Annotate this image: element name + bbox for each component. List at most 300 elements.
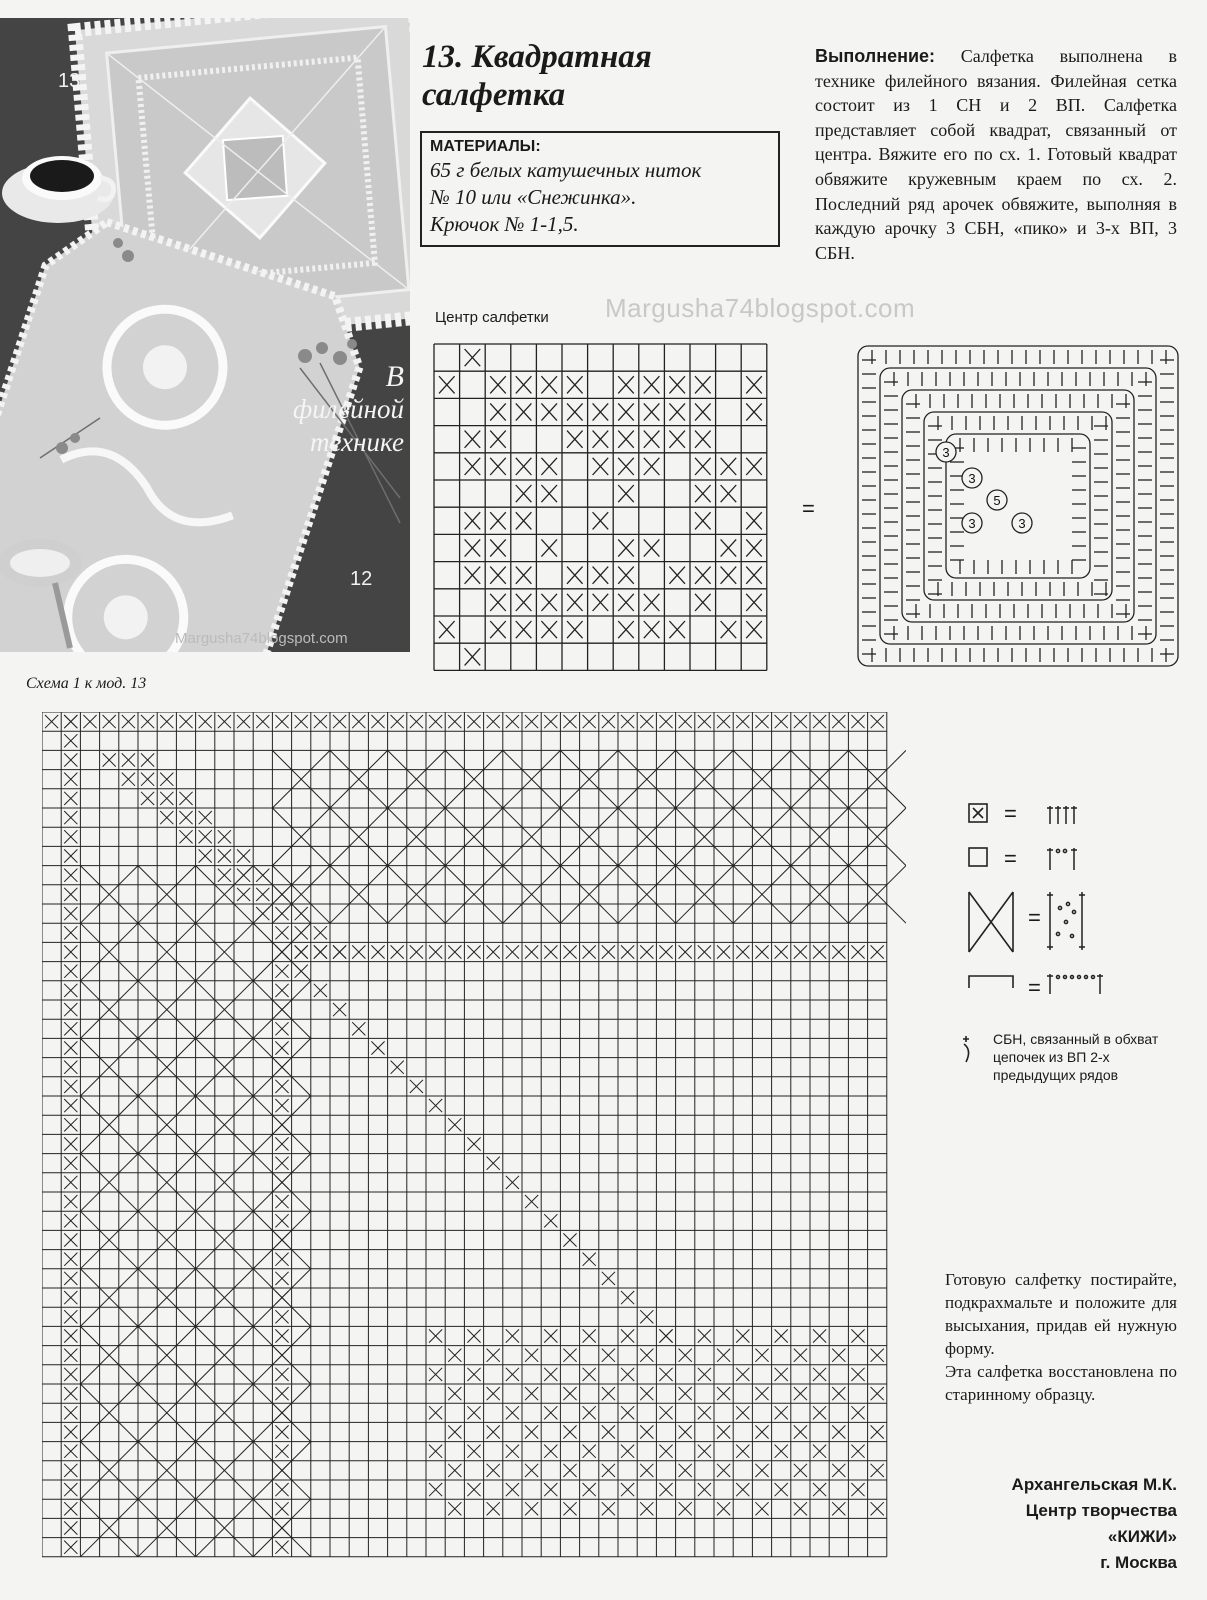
credits-org-name: «КИЖИ» xyxy=(1107,1527,1177,1546)
filled-cell-mark xyxy=(506,1483,519,1496)
diamond-mark xyxy=(272,866,330,924)
diamond-mark xyxy=(791,808,849,866)
filled-cell-mark xyxy=(746,567,762,584)
filled-cell-mark xyxy=(275,1272,288,1285)
filled-cell-mark xyxy=(746,376,762,393)
filled-cell-mark xyxy=(275,1253,288,1266)
filled-cell-mark xyxy=(275,926,288,939)
diamond-mark xyxy=(791,866,849,924)
filled-cell-mark xyxy=(448,715,461,728)
diamond-mark xyxy=(138,1038,196,1096)
round-number: 5 xyxy=(993,493,1001,508)
filled-cell-mark xyxy=(64,1253,77,1266)
filled-cell-mark xyxy=(64,1176,77,1189)
filled-cell-mark xyxy=(275,1541,288,1554)
filled-cell-mark xyxy=(516,594,532,611)
filled-cell-mark xyxy=(275,1157,288,1170)
filled-cell-mark xyxy=(160,792,173,805)
filled-cell-mark xyxy=(746,594,762,611)
filled-cell-mark xyxy=(64,830,77,843)
filled-cell-mark xyxy=(275,1099,288,1112)
filled-cell-mark xyxy=(736,715,749,728)
filled-cell-mark xyxy=(640,715,653,728)
filled-cell-mark xyxy=(775,1329,788,1342)
finishing-paragraph: Эта салфетка восстановлена по старинному образцу. xyxy=(945,1362,1177,1404)
filled-cell-mark xyxy=(295,965,308,978)
diamond-mark xyxy=(560,750,618,808)
filled-cell-mark xyxy=(698,1406,711,1419)
diamond-mark xyxy=(80,866,138,924)
filled-cell-mark xyxy=(583,1253,596,1266)
filled-cell-mark xyxy=(314,984,327,997)
diamond-mark xyxy=(388,866,446,924)
round-number: 3 xyxy=(942,445,950,460)
filled-cell-mark xyxy=(490,376,506,393)
filled-cell-mark xyxy=(544,1483,557,1496)
filled-cell-mark xyxy=(275,1233,288,1246)
filled-cell-mark xyxy=(736,1445,749,1458)
filled-cell-mark xyxy=(794,1425,807,1438)
title-line: салфетка xyxy=(422,77,566,113)
diamond-mark xyxy=(272,750,330,808)
filled-cell-mark xyxy=(237,888,250,901)
filled-cell-mark xyxy=(695,485,711,502)
filled-cell-mark xyxy=(218,830,231,843)
center-grid-label: Центр салфетки xyxy=(435,309,549,326)
filled-cell-mark xyxy=(64,1445,77,1458)
diamond-mark xyxy=(560,866,618,924)
filled-cell-mark xyxy=(794,715,807,728)
filled-cell-mark xyxy=(516,485,532,502)
filled-cell-mark xyxy=(746,403,762,420)
filled-cell-mark xyxy=(525,1195,538,1208)
filled-cell-mark xyxy=(64,1483,77,1496)
filled-cell-mark xyxy=(465,648,481,665)
filled-cell-mark xyxy=(563,945,576,958)
materials-heading: МАТЕРИАЛЫ: xyxy=(430,138,541,155)
filled-cell-mark xyxy=(621,1329,634,1342)
filled-cell-mark xyxy=(640,1387,653,1400)
filled-cell-mark xyxy=(602,1272,615,1285)
filled-cell-mark xyxy=(490,594,506,611)
diamond-mark xyxy=(80,1384,138,1442)
diamond-mark xyxy=(791,750,849,808)
filled-cell-mark xyxy=(391,945,404,958)
filled-cell-mark xyxy=(256,888,269,901)
filled-cell-mark xyxy=(64,734,77,747)
filled-cell-mark xyxy=(465,567,481,584)
filled-cell-mark xyxy=(64,1118,77,1131)
filled-cell-mark xyxy=(679,715,692,728)
filled-cell-mark xyxy=(490,431,506,448)
filled-cell-mark xyxy=(64,1137,77,1150)
filled-cell-mark xyxy=(467,1445,480,1458)
filled-cell-mark xyxy=(851,1483,864,1496)
diamond-mark xyxy=(196,981,254,1039)
filled-cell-mark xyxy=(563,1387,576,1400)
filled-cell-mark xyxy=(64,1061,77,1074)
filled-cell-mark xyxy=(871,1349,884,1362)
diamond-mark xyxy=(138,1269,196,1327)
diamond-mark xyxy=(445,808,503,866)
filled-cell-mark xyxy=(333,715,346,728)
execution-body: Салфетка выполнена в технике филейного вязания. Филейная сетка состоит из 1 СН и 2 ВП. Салфетка представляет собой квадрат, связанный от центра. Вяжите его по сх. 1. Готовый квадрат обвяжите кружевным краем по сх. 2. Последний ряд арочек обвяжите, выполняя в каждую арочку 3 СБН, «пико» и 3-х ВП, 3 СБН. xyxy=(815,46,1177,263)
filled-cell-mark xyxy=(775,715,788,728)
filled-cell-mark xyxy=(851,945,864,958)
filled-cell-mark xyxy=(448,945,461,958)
filled-cell-mark xyxy=(541,458,557,475)
filled-cell-mark xyxy=(602,715,615,728)
filled-cell-mark xyxy=(813,1483,826,1496)
filled-cell-mark xyxy=(669,621,685,638)
filled-cell-mark xyxy=(410,715,423,728)
filled-cell-mark xyxy=(429,715,442,728)
filled-cell-mark xyxy=(64,1368,77,1381)
diamond-mark xyxy=(503,866,561,924)
filled-cell-mark xyxy=(736,1483,749,1496)
filled-cell-mark xyxy=(275,1022,288,1035)
filled-cell-mark xyxy=(179,792,192,805)
diamond-mark xyxy=(138,1154,196,1212)
filled-cell-mark xyxy=(618,621,634,638)
filled-cell-mark xyxy=(621,1291,634,1304)
article-title xyxy=(422,38,782,114)
diamond-mark xyxy=(138,1442,196,1500)
diamond-mark xyxy=(676,750,734,808)
filled-cell-mark xyxy=(746,458,762,475)
filled-cell-mark xyxy=(644,403,660,420)
filled-cell-mark xyxy=(237,715,250,728)
execution-heading: Выполнение: xyxy=(815,46,936,66)
diamond-mark xyxy=(80,923,138,981)
filled-cell-mark xyxy=(621,1406,634,1419)
filled-cell-mark xyxy=(563,1464,576,1477)
execution-text xyxy=(815,44,1177,265)
filled-cell-mark xyxy=(721,567,737,584)
filled-cell-mark xyxy=(179,811,192,824)
filled-cell-mark xyxy=(64,849,77,862)
filled-cell-mark xyxy=(567,567,583,584)
filled-cell-mark xyxy=(755,715,768,728)
filled-cell-mark xyxy=(813,945,826,958)
filled-cell-mark xyxy=(179,715,192,728)
diamond-mark xyxy=(445,750,503,808)
diamond-mark xyxy=(80,1096,138,1154)
materials-box xyxy=(420,131,780,247)
filled-cell-mark xyxy=(467,1368,480,1381)
filled-cell-mark xyxy=(64,1157,77,1170)
filled-cell-mark xyxy=(721,485,737,502)
filled-cell-mark xyxy=(813,1406,826,1419)
credits-org: Центр творчества xyxy=(1025,1501,1177,1520)
filled-cell-mark xyxy=(644,458,660,475)
filled-cell-mark xyxy=(64,1003,77,1016)
filled-cell-mark xyxy=(275,1329,288,1342)
filled-cell-mark xyxy=(275,1425,288,1438)
filled-cell-mark xyxy=(851,1445,864,1458)
doily-photo-illustration xyxy=(0,18,410,652)
filled-cell-mark xyxy=(698,1329,711,1342)
filled-cell-mark xyxy=(275,1080,288,1093)
diamond-mark xyxy=(196,1326,254,1384)
filled-cell-mark xyxy=(679,1502,692,1515)
filled-cell-mark xyxy=(465,458,481,475)
filled-cell-mark xyxy=(352,1022,365,1035)
filled-cell-mark xyxy=(467,1137,480,1150)
filled-cell-mark xyxy=(429,1406,442,1419)
filled-cell-mark xyxy=(736,1329,749,1342)
filled-cell-mark xyxy=(218,869,231,882)
credits-city: г. Москва xyxy=(1100,1553,1177,1572)
diamond-mark xyxy=(196,923,254,981)
round-number: 3 xyxy=(968,516,976,531)
diamond-mark xyxy=(80,1499,138,1557)
filled-cell-mark xyxy=(64,1425,77,1438)
filled-cell-mark xyxy=(602,1387,615,1400)
filled-cell-mark xyxy=(659,1483,672,1496)
filled-cell-mark xyxy=(64,1195,77,1208)
filled-cell-mark xyxy=(659,1406,672,1419)
filled-cell-mark xyxy=(103,715,116,728)
diamond-mark xyxy=(196,1154,254,1212)
filled-cell-mark xyxy=(851,1368,864,1381)
filled-cell-mark xyxy=(64,1387,77,1400)
filled-cell-mark xyxy=(640,1310,653,1323)
filled-cell-mark xyxy=(593,403,609,420)
filled-cell-mark xyxy=(871,1464,884,1477)
filled-cell-mark xyxy=(775,1483,788,1496)
diamond-mark xyxy=(445,866,503,924)
diamond-mark xyxy=(138,1096,196,1154)
symbol-ring xyxy=(902,390,1134,622)
filled-cell-mark xyxy=(746,539,762,556)
filled-cell-mark xyxy=(275,1291,288,1304)
filled-cell-mark xyxy=(567,621,583,638)
filled-cell-mark xyxy=(644,431,660,448)
filled-cell-mark xyxy=(621,715,634,728)
filled-cell-mark xyxy=(429,1329,442,1342)
photo-model-number-13: 13 xyxy=(58,70,81,92)
diamond-mark xyxy=(272,808,330,866)
filled-cell-mark xyxy=(275,1310,288,1323)
filled-cell-mark xyxy=(506,1445,519,1458)
filled-cell-mark xyxy=(448,1464,461,1477)
filled-cell-mark xyxy=(669,376,685,393)
filled-cell-mark xyxy=(467,1329,480,1342)
finishing-paragraph: Готовую салфетку постирайте, подкрахмальте и положите для высыхания, придав ей нужную форму. xyxy=(945,1270,1177,1358)
filled-cell-mark xyxy=(544,945,557,958)
filled-cell-mark xyxy=(141,753,154,766)
filled-cell-mark xyxy=(439,621,455,638)
filled-cell-mark xyxy=(583,1329,596,1342)
legend-equals: = xyxy=(1028,905,1041,930)
credits xyxy=(905,1472,1177,1576)
filled-cell-mark xyxy=(64,1272,77,1285)
filled-cell-mark xyxy=(746,512,762,529)
filled-cell-mark xyxy=(775,1368,788,1381)
filled-cell-mark xyxy=(679,945,692,958)
filled-cell-mark xyxy=(695,512,711,529)
filled-cell-mark xyxy=(851,1406,864,1419)
diamond-mark xyxy=(848,750,906,808)
filled-cell-mark xyxy=(506,1329,519,1342)
filled-cell-mark xyxy=(621,1445,634,1458)
filled-cell-mark xyxy=(659,945,672,958)
filled-cell-mark xyxy=(275,1214,288,1227)
filled-cell-mark xyxy=(794,1349,807,1362)
filled-cell-mark xyxy=(563,715,576,728)
filled-cell-mark xyxy=(467,945,480,958)
filled-cell-mark xyxy=(755,1425,768,1438)
filled-cell-mark xyxy=(487,715,500,728)
filled-cell-mark xyxy=(295,945,308,958)
legend-equals: = xyxy=(1028,975,1041,1000)
filled-cell-mark xyxy=(506,945,519,958)
filled-cell-mark xyxy=(64,945,77,958)
filled-cell-mark xyxy=(179,830,192,843)
diamond-mark xyxy=(196,1384,254,1442)
filled-cell-mark xyxy=(410,945,423,958)
filled-cell-mark xyxy=(525,1425,538,1438)
filled-cell-mark xyxy=(122,753,135,766)
filled-cell-mark xyxy=(314,715,327,728)
filled-cell-mark xyxy=(275,984,288,997)
filled-cell-mark xyxy=(448,1118,461,1131)
filled-cell-mark xyxy=(794,1387,807,1400)
filled-cell-mark xyxy=(160,811,173,824)
filled-cell-mark xyxy=(698,1445,711,1458)
filled-cell-mark xyxy=(275,1464,288,1477)
filled-cell-mark xyxy=(506,1368,519,1381)
filled-cell-mark xyxy=(490,621,506,638)
filled-cell-mark xyxy=(717,1349,730,1362)
filled-cell-mark xyxy=(832,1387,845,1400)
filled-cell-mark xyxy=(832,1464,845,1477)
filled-cell-mark xyxy=(593,594,609,611)
filled-cell-mark xyxy=(64,1521,77,1534)
diamond-mark xyxy=(676,808,734,866)
filled-cell-mark xyxy=(490,458,506,475)
filled-cell-mark xyxy=(275,1349,288,1362)
filled-cell-mark xyxy=(602,1349,615,1362)
diamond-mark xyxy=(196,1442,254,1500)
filled-cell-mark xyxy=(544,1445,557,1458)
filled-cell-mark xyxy=(490,403,506,420)
legend-dc-icon xyxy=(1047,806,1077,824)
photo-caption-line: В xyxy=(385,360,404,393)
filled-cell-mark xyxy=(448,1387,461,1400)
diamond-mark xyxy=(196,1096,254,1154)
symbol-ring xyxy=(924,412,1112,600)
finishing-text xyxy=(945,1268,1177,1406)
filled-cell-mark xyxy=(640,1502,653,1515)
symbol-ring xyxy=(858,346,1178,666)
filled-cell-mark xyxy=(644,621,660,638)
filled-cell-mark xyxy=(487,1387,500,1400)
filled-cell-mark xyxy=(669,567,685,584)
filled-cell-mark xyxy=(618,594,634,611)
filled-cell-mark xyxy=(541,485,557,502)
filled-cell-mark xyxy=(698,945,711,958)
filled-cell-mark xyxy=(736,945,749,958)
materials-line: Крючок № 1-1,5. xyxy=(430,212,579,236)
filled-cell-mark xyxy=(487,1425,500,1438)
filled-cell-mark xyxy=(429,1099,442,1112)
filled-cell-mark xyxy=(618,539,634,556)
filled-cell-mark xyxy=(541,539,557,556)
filled-cell-mark xyxy=(275,1368,288,1381)
diamond-mark xyxy=(388,750,446,808)
diamond-mark xyxy=(676,866,734,924)
filled-cell-mark xyxy=(583,1483,596,1496)
filled-cell-mark xyxy=(544,1329,557,1342)
filled-cell-mark xyxy=(122,715,135,728)
filled-cell-mark xyxy=(593,567,609,584)
filled-cell-mark xyxy=(256,715,269,728)
filled-cell-mark xyxy=(487,1349,500,1362)
diamond-mark xyxy=(80,1211,138,1269)
filled-cell-mark xyxy=(516,376,532,393)
diamond-mark xyxy=(196,866,254,924)
filled-cell-mark xyxy=(794,1502,807,1515)
filled-cell-mark xyxy=(794,1464,807,1477)
filled-cell-mark xyxy=(295,715,308,728)
filled-cell-mark xyxy=(314,945,327,958)
filled-cell-mark xyxy=(45,715,58,728)
filled-cell-mark xyxy=(64,811,77,824)
diamond-mark xyxy=(138,981,196,1039)
filled-cell-mark xyxy=(669,431,685,448)
diamond-mark xyxy=(196,1211,254,1269)
filled-cell-mark xyxy=(602,1425,615,1438)
filled-cell-mark xyxy=(64,926,77,939)
filled-cell-mark xyxy=(851,715,864,728)
filled-cell-mark xyxy=(333,945,346,958)
filled-cell-mark xyxy=(199,715,212,728)
filled-cell-mark xyxy=(465,539,481,556)
filled-cell-mark xyxy=(410,1080,423,1093)
filled-cell-mark xyxy=(755,945,768,958)
filled-cell-mark xyxy=(275,965,288,978)
filled-cell-mark xyxy=(525,1387,538,1400)
filled-cell-mark xyxy=(871,1387,884,1400)
filled-cell-mark xyxy=(83,715,96,728)
round-number: 3 xyxy=(1018,516,1026,531)
filled-cell-mark xyxy=(541,621,557,638)
filled-cell-mark xyxy=(465,512,481,529)
filled-cell-mark xyxy=(525,1502,538,1515)
filled-cell-mark xyxy=(141,715,154,728)
filled-cell-mark xyxy=(593,458,609,475)
filled-cell-mark xyxy=(64,1310,77,1323)
filled-cell-mark xyxy=(775,1406,788,1419)
filled-cell-mark xyxy=(755,1502,768,1515)
filled-cell-mark xyxy=(659,1368,672,1381)
filled-cell-mark xyxy=(391,715,404,728)
filled-cell-mark xyxy=(659,715,672,728)
filled-cell-mark xyxy=(275,715,288,728)
filled-cell-mark xyxy=(467,1483,480,1496)
filled-cell-mark xyxy=(541,403,557,420)
filled-cell-mark xyxy=(275,945,288,958)
filled-cell-mark xyxy=(567,376,583,393)
diamond-mark xyxy=(138,1384,196,1442)
filled-cell-mark xyxy=(525,715,538,728)
filled-cell-mark xyxy=(618,485,634,502)
filled-cell-mark xyxy=(618,567,634,584)
filled-cell-mark xyxy=(583,1445,596,1458)
filled-cell-mark xyxy=(736,1406,749,1419)
